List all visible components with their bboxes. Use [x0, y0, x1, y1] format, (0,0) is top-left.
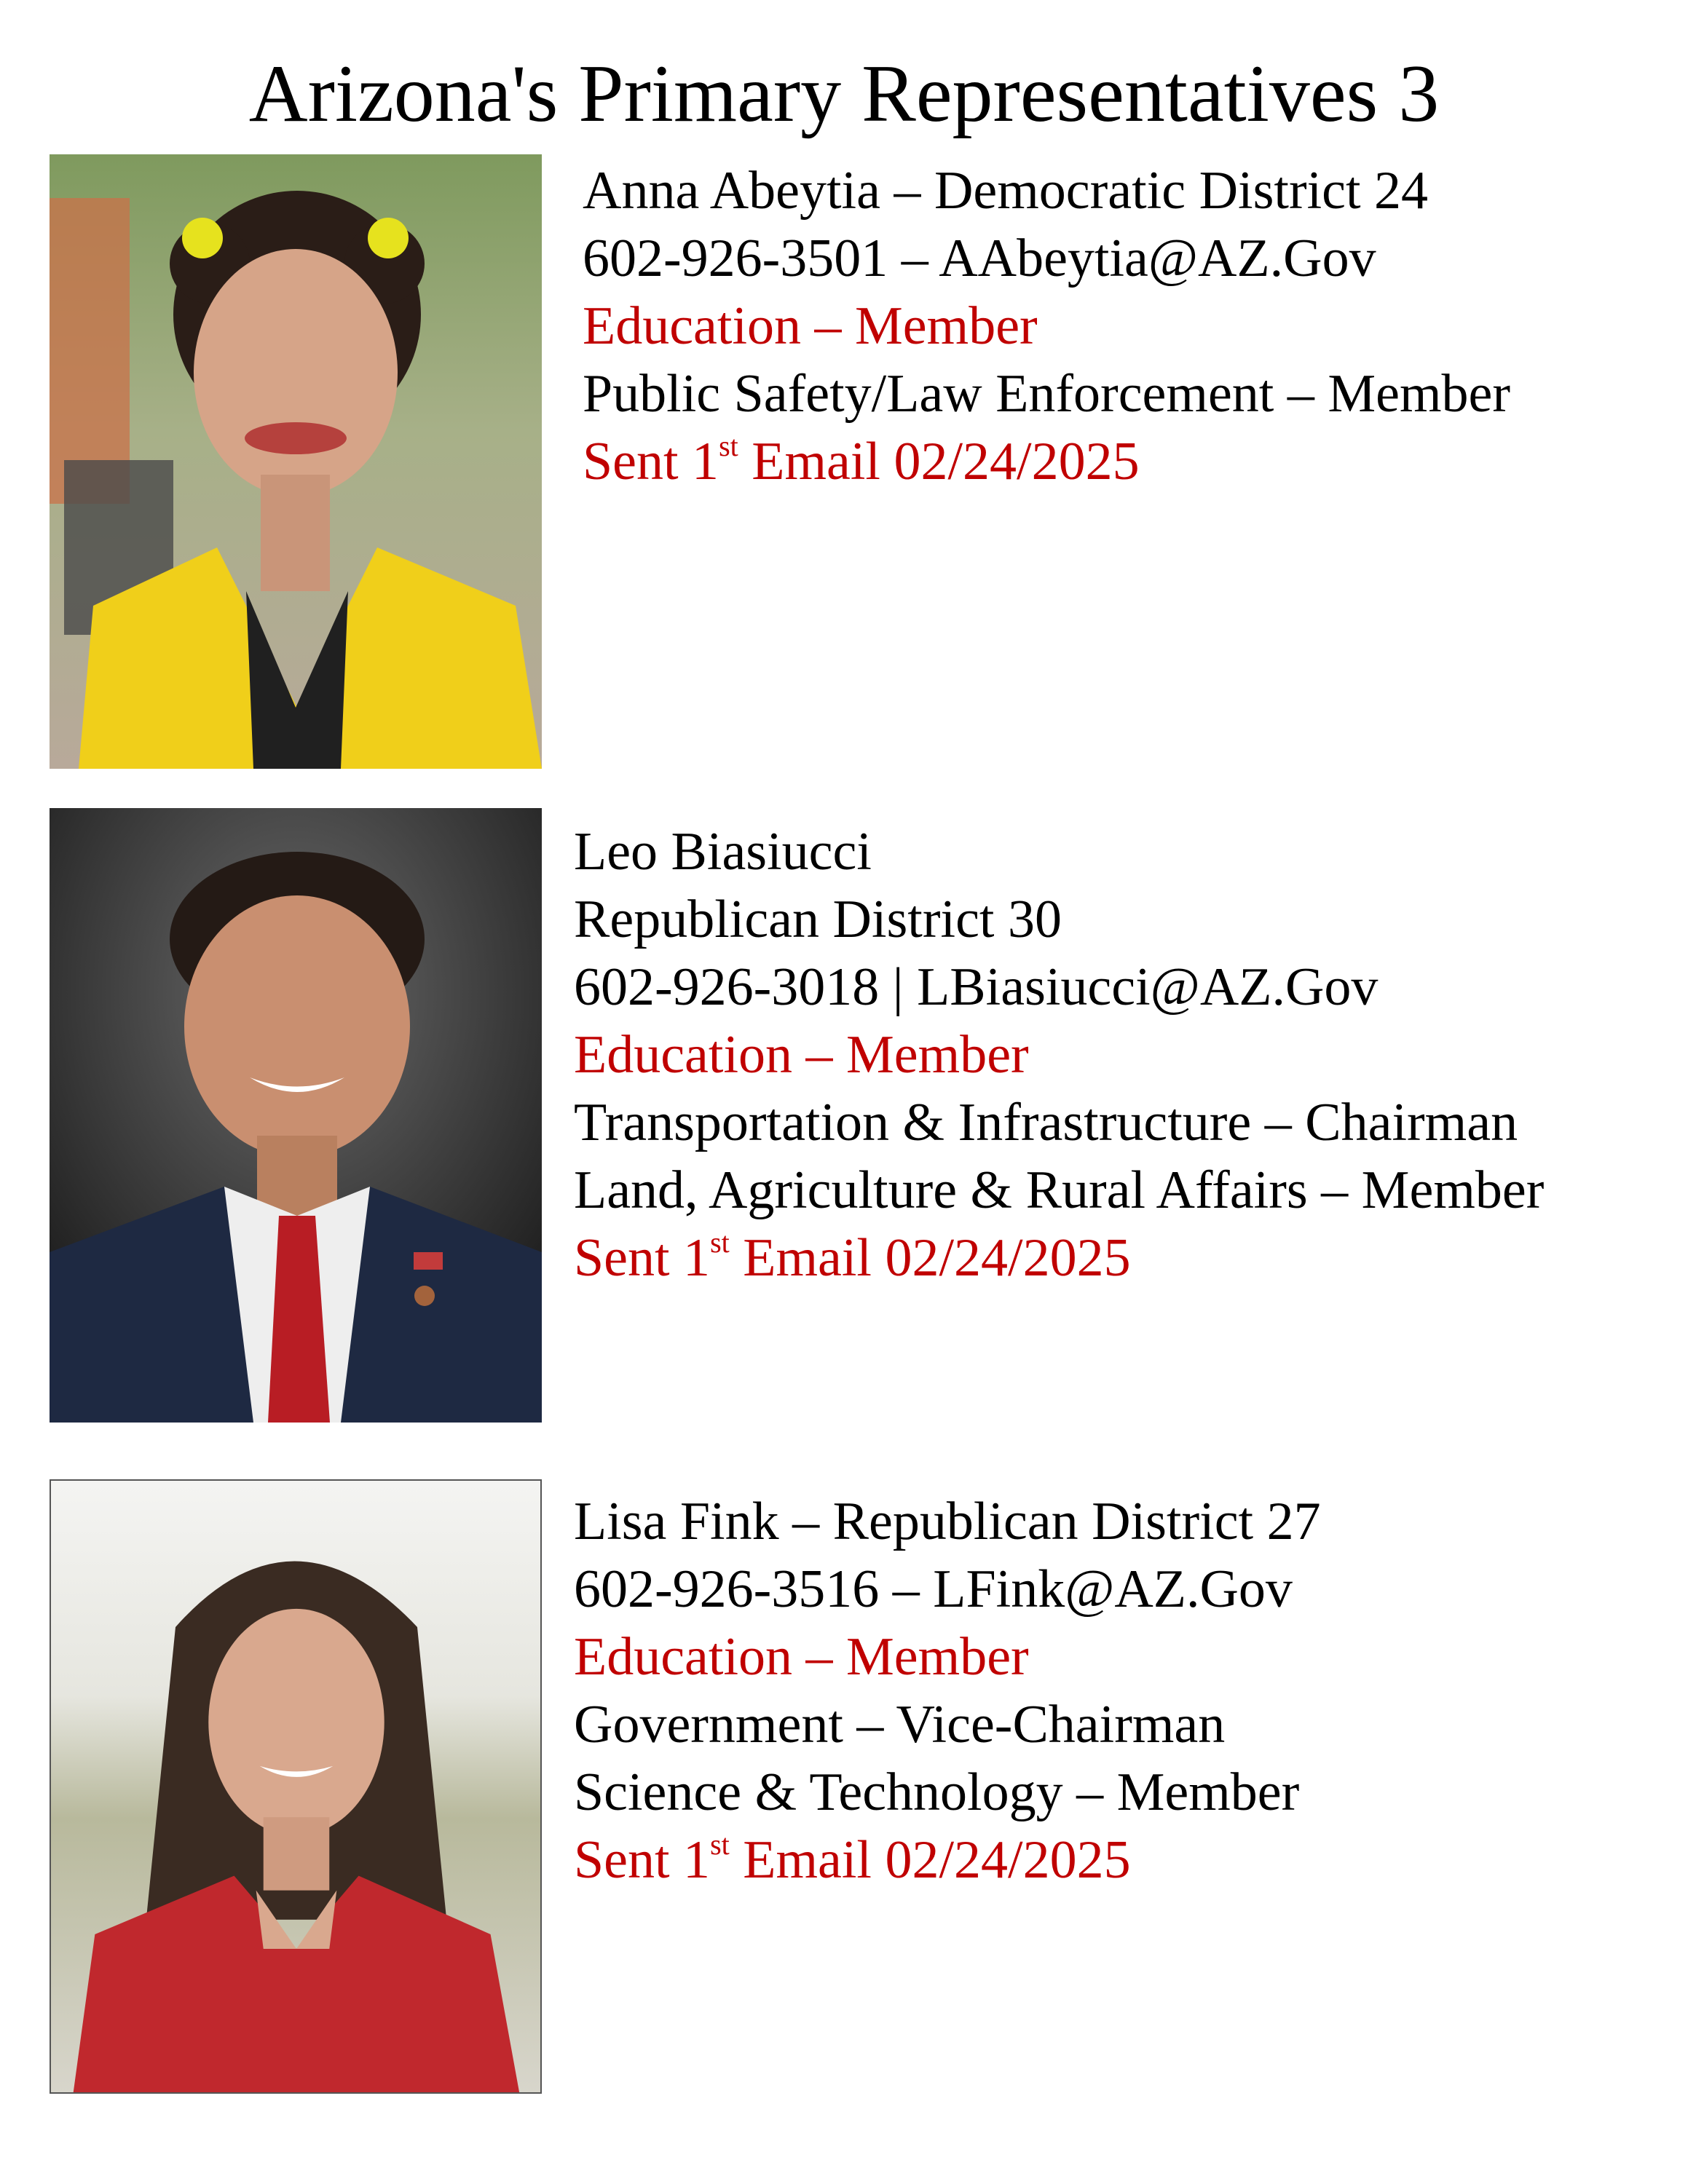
rep-photo-leo-biasiucci: [50, 808, 542, 1423]
rep-photo-lisa-fink: [50, 1479, 542, 2094]
rep-committee: Education – Member: [574, 1025, 1029, 1085]
rep-email-sent-status: [574, 1224, 1544, 1292]
rep-committee: Public Safety/Law Enforcement – Member: [583, 364, 1511, 424]
rep-name: Leo Biasiucci: [574, 822, 872, 882]
rep-email-sent-status: [583, 428, 1510, 496]
sent-ordinal-superscript: st: [710, 1226, 730, 1259]
rep-contact: 602-926-3501 – AAbeytia@AZ.Gov: [583, 229, 1376, 288]
sent-suffix: Email 02/24/2025: [738, 432, 1140, 491]
sent-ordinal-superscript: st: [719, 430, 738, 462]
rep-committee: Education – Member: [583, 296, 1038, 356]
rep-info-lisa-fink: [574, 1488, 1321, 1894]
rep-committee: Transportation & Infrastructure – Chairman: [574, 1093, 1518, 1152]
rep-party: Republican District 30: [574, 890, 1062, 949]
rep-name-party: Lisa Fink – Republican District 27: [574, 1492, 1321, 1551]
rep-contact: 602-926-3516 – LFink@AZ.Gov: [574, 1559, 1293, 1619]
sent-suffix: Email 02/24/2025: [729, 1830, 1131, 1890]
page-title: Arizona's Primary Representatives 3: [248, 49, 1440, 139]
rep-email-sent-status: [574, 1827, 1321, 1894]
sent-prefix: Sent 1: [574, 1830, 711, 1890]
rep-committee: Education – Member: [574, 1627, 1029, 1687]
rep-info-anna-abeytia: [583, 157, 1510, 496]
rep-name-party: Anna Abeytia – Democratic District 24: [583, 161, 1429, 221]
rep-info-leo-biasiucci: [574, 818, 1544, 1292]
rep-committee: Land, Agriculture & Rural Affairs – Member: [574, 1160, 1545, 1220]
rep-photo-anna-abeytia: [50, 154, 542, 769]
sent-ordinal-superscript: st: [710, 1828, 730, 1861]
rep-committee: Government – Vice-Chairman: [574, 1695, 1226, 1754]
sent-prefix: Sent 1: [583, 432, 719, 491]
sent-suffix: Email 02/24/2025: [729, 1228, 1131, 1288]
sent-prefix: Sent 1: [574, 1228, 711, 1288]
rep-committee: Science & Technology – Member: [574, 1762, 1300, 1822]
rep-contact: 602-926-3018 | LBiasiucci@AZ.Gov: [574, 957, 1379, 1017]
